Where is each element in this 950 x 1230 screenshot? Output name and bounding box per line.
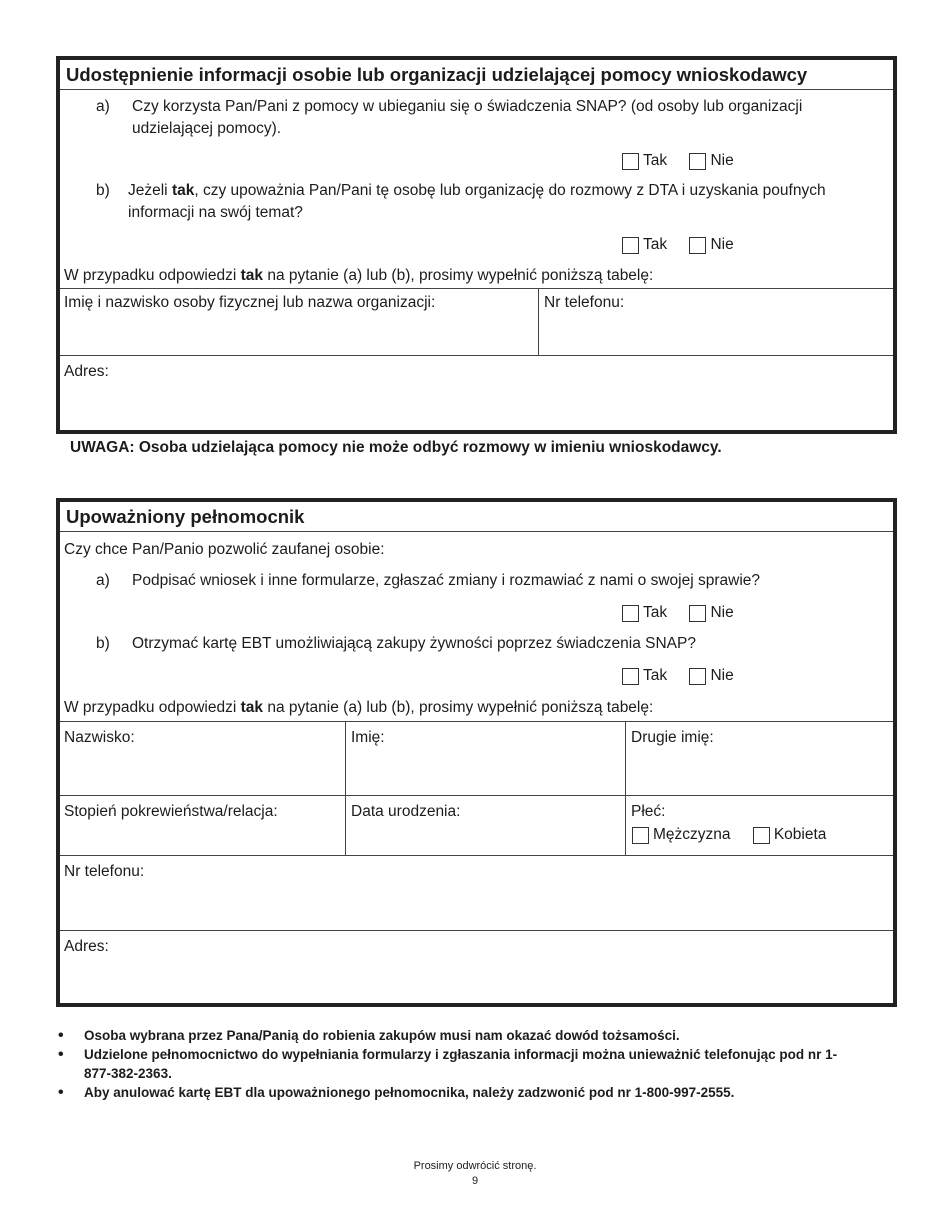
list-item: • Udzielone pełnomocnictwo do wypełniania formularzy i zgłaszania informacji można unieważnić telefonując pod nr 1-877-382-2363. <box>58 1045 838 1083</box>
yes-option[interactable]: Tak <box>622 604 667 622</box>
checkbox[interactable] <box>622 237 639 254</box>
intro-text: Czy chce Pan/Panio pozwolić zaufanej osobie: <box>64 541 385 558</box>
list-item: • Osoba wybrana przez Pana/Panią do robienia zakupów musi nam okazać dowód tożsamości. <box>58 1026 838 1045</box>
checkbox[interactable] <box>689 237 706 254</box>
checkbox[interactable] <box>753 827 770 844</box>
divider <box>60 288 893 289</box>
turn-page-text: Prosimy odwrócić stronę. <box>413 1160 537 1172</box>
question-label: a) <box>96 572 110 589</box>
notes-list <box>58 1026 838 1102</box>
first-name-field[interactable]: Imię: <box>351 729 385 746</box>
divider <box>345 721 346 855</box>
warning-note: UWAGA: Osoba udzielająca pomocy nie może odbyć rozmowy w imieniu wnioskodawcy. <box>70 439 722 456</box>
question-b <box>96 180 886 224</box>
question-label: b) <box>96 182 110 199</box>
section-title: Udostępnienie informacji osobie lub organizacji udzielającej pomocy wnioskodawcy <box>60 60 893 90</box>
middle-name-field[interactable]: Drugie imię: <box>631 729 714 746</box>
checkbox[interactable] <box>689 605 706 622</box>
phone-field[interactable]: Nr telefonu: <box>64 863 145 880</box>
yes-option[interactable]: Tak <box>622 667 667 685</box>
checkbox[interactable] <box>689 668 706 685</box>
no-option[interactable]: Nie <box>689 604 733 622</box>
question-b-answers <box>622 667 752 685</box>
divider <box>60 930 893 931</box>
divider <box>625 721 626 855</box>
no-option[interactable]: Nie <box>689 236 733 254</box>
question-a <box>96 96 886 140</box>
checkbox[interactable] <box>622 153 639 170</box>
name-org-field[interactable]: Imię i nazwisko osoby fizycznej lub nazwa organizacji: <box>64 294 436 311</box>
question-text: Otrzymać kartę EBT umożliwiającą zakupy żywności poprzez świadczenia SNAP? <box>132 635 696 652</box>
authorized-representative-section <box>56 498 897 1007</box>
page-number: 9 <box>471 1175 479 1187</box>
checkbox[interactable] <box>632 827 649 844</box>
yes-option[interactable]: Tak <box>622 152 667 170</box>
question-a-answers <box>622 604 752 622</box>
checkbox[interactable] <box>622 605 639 622</box>
last-name-field[interactable]: Nazwisko: <box>64 729 135 746</box>
question-text: Podpisać wniosek i inne formularze, zgłaszać zmiany i rozmawiać z nami o swojej sprawie? <box>132 572 760 589</box>
list-item: • Aby anulować kartę EBT dla upoważnionego pełnomocnika, należy zadzwonić pod nr 1-800-997-2555. <box>58 1083 838 1102</box>
relationship-field[interactable]: Stopień pokrewieństwa/relacja: <box>64 803 278 820</box>
instruction-text: W przypadku odpowiedzi tak na pytanie (a) lub (b), prosimy wypełnić poniższą tabelę: <box>64 699 654 716</box>
divider <box>60 355 893 356</box>
address-field[interactable]: Adres: <box>64 938 109 955</box>
checkbox[interactable] <box>622 668 639 685</box>
question-text: Czy korzysta Pan/Pani z pomocy w ubieganiu się o świadczenia SNAP? (od osoby lub organizacji udzielającej pomocy). <box>132 98 803 137</box>
dob-field[interactable]: Data urodzenia: <box>351 803 461 820</box>
checkbox[interactable] <box>689 153 706 170</box>
question-a <box>96 570 886 592</box>
gender-label: Płeć: <box>631 803 666 820</box>
male-option[interactable]: Mężczyzna <box>632 826 731 844</box>
divider <box>538 288 539 355</box>
question-label: a) <box>96 98 110 115</box>
section-title: Upoważniony pełnomocnik <box>60 502 893 532</box>
instruction-text: W przypadku odpowiedzi tak na pytanie (a) lub (b), prosimy wypełnić poniższą tabelę: <box>64 267 654 284</box>
no-option[interactable]: Nie <box>689 152 733 170</box>
no-option[interactable]: Nie <box>689 667 733 685</box>
phone-field[interactable]: Nr telefonu: <box>544 294 625 311</box>
question-text: Jeżeli tak, czy upoważnia Pan/Pani tę osobę lub organizację do rozmowy z DTA i uzyskania poufnych informacji na swój temat? <box>128 182 826 221</box>
divider <box>60 855 893 856</box>
address-field[interactable]: Adres: <box>64 363 109 380</box>
question-b-answers <box>622 236 752 254</box>
yes-option[interactable]: Tak <box>622 236 667 254</box>
question-a-answers <box>622 152 752 170</box>
question-label: b) <box>96 635 110 652</box>
assistance-section <box>56 56 897 434</box>
female-option[interactable]: Kobieta <box>753 826 827 844</box>
gender-answers <box>632 826 844 844</box>
divider <box>60 721 893 722</box>
divider <box>60 795 893 796</box>
question-b <box>96 633 886 655</box>
